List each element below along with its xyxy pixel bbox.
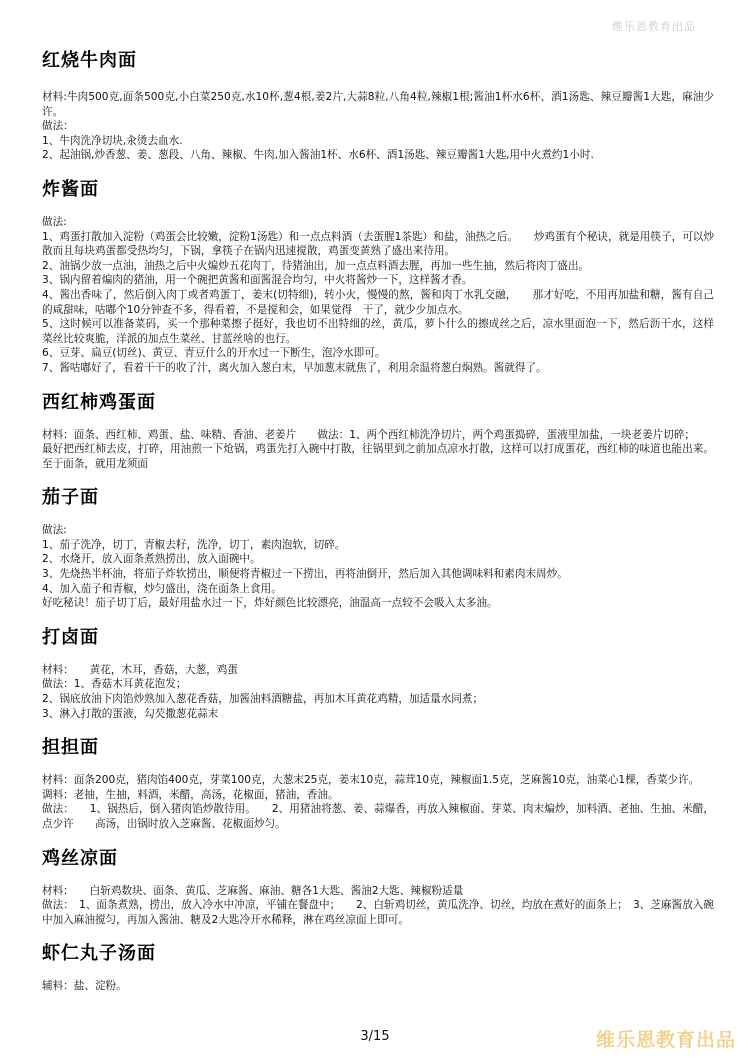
recipe-title: 炸酱面: [42, 178, 99, 200]
recipe-text-line: 做法： 1、锅热后，倒入猪肉馅炒散待用。 2、用猪油将葱、姜、蒜爆香，再放入辣椒面、芽菜、肉末煸炒，加料酒、老抽、生抽、米醋，点少许 高汤，出锅时放入芝麻酱、花椒面炒匀。: [42, 803, 714, 830]
recipe-text-line: 材料： 黄花，木耳，香菇，大葱，鸡蛋: [42, 663, 238, 676]
recipe-text-line: 做法:: [42, 524, 67, 537]
recipe-text-line: 好吃秘诀！茄子切丁后，最好用盐水过一下，炸好颜色比较漂亮，油温高一点较不会吸入太多油。: [42, 597, 498, 610]
recipe-text-line: 做法：: [42, 120, 74, 133]
page-number: 3/15: [360, 1029, 390, 1044]
recipe-title: 担担面: [42, 737, 99, 759]
recipe-section: [42, 733, 714, 831]
brand-watermark: 维乐恩教育出品: [595, 1029, 736, 1051]
recipe-text-line: 3、先烧热半杯油，将茄子炸软捞出，顺便将青椒过一下捞出，再将油倒开，然后加入其他调味料和素肉末周炒。: [42, 568, 568, 581]
recipe-text-line: 做法：1、香菇木耳黄花泡发；: [42, 678, 187, 691]
recipe-text-line: 6、豆芽、扁豆(切丝)、黄豆、青豆什么的开水过一下断生，泡冷水即可。: [42, 347, 386, 360]
recipe-text-line: 1、牛肉洗净切块,汆烫去血水.: [42, 134, 183, 147]
recipe-text-line: 材料：面条、西红柿、鸡蛋、盐、味精、香油、老姜片 做法：1、两个西红柿洗净切片，两个鸡蛋捣碎，蛋液里加盐，一块老姜片切碎；: [42, 428, 695, 441]
recipe-text-line: 7、酱咕嘟好了，看着干干的收了汁，离火加入葱白末，早加葱末就焦了，利用余温将葱白焖熟。酱就得了。: [42, 361, 547, 374]
recipe-text-line: 2、水烧开，放入面条煮熟捞出，放入面碗中。: [42, 553, 261, 566]
recipe-text-line: 2、起油锅,炒香葱、姜、葱段、八角、辣椒、牛肉,加入酱油1杯、水6杯、酒1汤匙、辣豆瓣酱1大匙,用中火煮约1小时.: [42, 149, 594, 162]
recipe-text-line: 调料：老抽，生抽，料酒，米醋，高汤，花椒面，猪油，香油。: [42, 788, 339, 801]
recipe-text-line: 5、这时候可以准备菜码，买一个那种菜擦子挺好，我也切不出特细的丝，黄瓜，萝卜什么的擦成丝之后，凉水里面泡一下，然后沥干水，这样菜丝比较爽脆，洋派的加点生菜丝、甘蓝丝啥的也行。: [42, 318, 714, 345]
recipe-text-line: 辅料：盐、淀粉。: [42, 980, 127, 993]
recipe-title: 鸡丝凉面: [42, 847, 118, 869]
recipe-section: [42, 175, 714, 376]
recipe-text-line: 做法:: [42, 215, 67, 228]
recipe-text-line: 最好把西红柿去皮，打碎，用油煎一下炝锅，鸡蛋先打入碗中打散，往锅里到之前加点凉水打散，这样可以打成蛋花，西红柿的味道也能出来。至于面条，就用龙须面: [42, 443, 714, 470]
recipe-text-line: 1、鸡蛋打散加入淀粉（鸡蛋会比较嫩，淀粉1汤匙）和一点点料酒（去蛋腥1茶匙）和盐，油热之后。 炒鸡蛋有个秘诀，就是用筷子，可以炒散而且每块鸡蛋都受热均匀，下锅，拿筷子在锅内迅速搅散，鸡蛋变黄熟了盛出来待用。: [42, 230, 714, 258]
recipe-text-line: 4、酱出香味了，然后倒入肉丁或者鸡蛋丁，姜末(切特细)，转小火，慢慢的熬，酱和肉丁水乳交融， 那才好吃，不用再加盐和糖，酱有自己的咸甜味，咕嘟个10分钟查不多，得看着，不是搅和会，如果觉得 干了，就少少加点水。: [42, 288, 714, 316]
recipe-text-line: 3、锅内留着煸肉的猪油，用一个碗把黄酱和面酱混合均匀，中火将酱炒一下，这样酱才香。: [42, 274, 473, 287]
recipe-section: [42, 388, 714, 472]
recipe-text-line: 做法： 1、面条煮熟，捞出，放入冷水中冲凉，平铺在餐盘中； 2、白斩鸡切丝，黄瓜洗净、切丝，均放在煮好的面条上； 3、芝麻酱放入碗中加入麻油搅匀，再加入酱油、糖及2大匙冷开水稀释，淋在鸡丝凉面上即可。: [42, 899, 714, 926]
document-body: [42, 46, 714, 1006]
header-watermark: 维乐恩教育出品: [612, 20, 696, 33]
recipe-title: 虾仁丸子汤面: [42, 943, 156, 965]
recipe-title: 茄子面: [42, 487, 99, 509]
recipe-text-line: 材料： 白斩鸡数块、面条、黄瓜、芝麻酱、麻油、糖各1大匙、酱油2大匙、辣椒粉适量: [42, 884, 464, 897]
recipe-text-line: 1、茄子洗净，切丁，青椒去籽，洗净，切丁，素肉泡软，切碎。: [42, 538, 346, 551]
recipe-title: 红烧牛肉面: [42, 50, 137, 71]
recipe-section: [42, 46, 714, 163]
recipe-section: [42, 939, 714, 994]
recipe-text-line: 2、锅底放油下肉馅炒熟加入葱花香菇，加酱油料酒糖盐，再加木耳黄花鸡精，加适量水同煮；: [42, 693, 484, 706]
recipe-text-line: 材料：面条200克，猪肉馅400克，芽菜100克，大葱末25克，姜末10克，蒜茸10克，辣椒面1.5克，芝麻酱10克，油菜心1棵，香菜少许。: [42, 774, 700, 787]
recipe-text-line: 材料:牛肉500克,面条500克,小白菜250克,水10杯,葱4根,姜2片,大蒜8粒,八角4粒,辣椒1根;酱油1杯水6杯、酒1汤匙、辣豆瓣酱1大匙，麻油少许。: [42, 91, 714, 118]
recipe-text-line: 2、油锅少放一点油，油热之后中火煸炒五花肉丁，待猪油出，加一点点料酒去腥，再加一些生抽，然后将肉丁盛出。: [42, 259, 590, 272]
recipe-title: 西红柿鸡蛋面: [42, 391, 156, 413]
recipe-section: [42, 844, 714, 928]
recipe-title: 打卤面: [42, 626, 99, 648]
recipe-text-line: 4、加入茄子和青椒，炒匀盛出，浇在面条上食用。: [42, 582, 282, 595]
recipe-section: [42, 483, 714, 611]
recipe-section: [42, 623, 714, 721]
recipe-text-line: 3、淋入打散的蛋液，勾芡撒葱花蒜末: [42, 707, 219, 720]
